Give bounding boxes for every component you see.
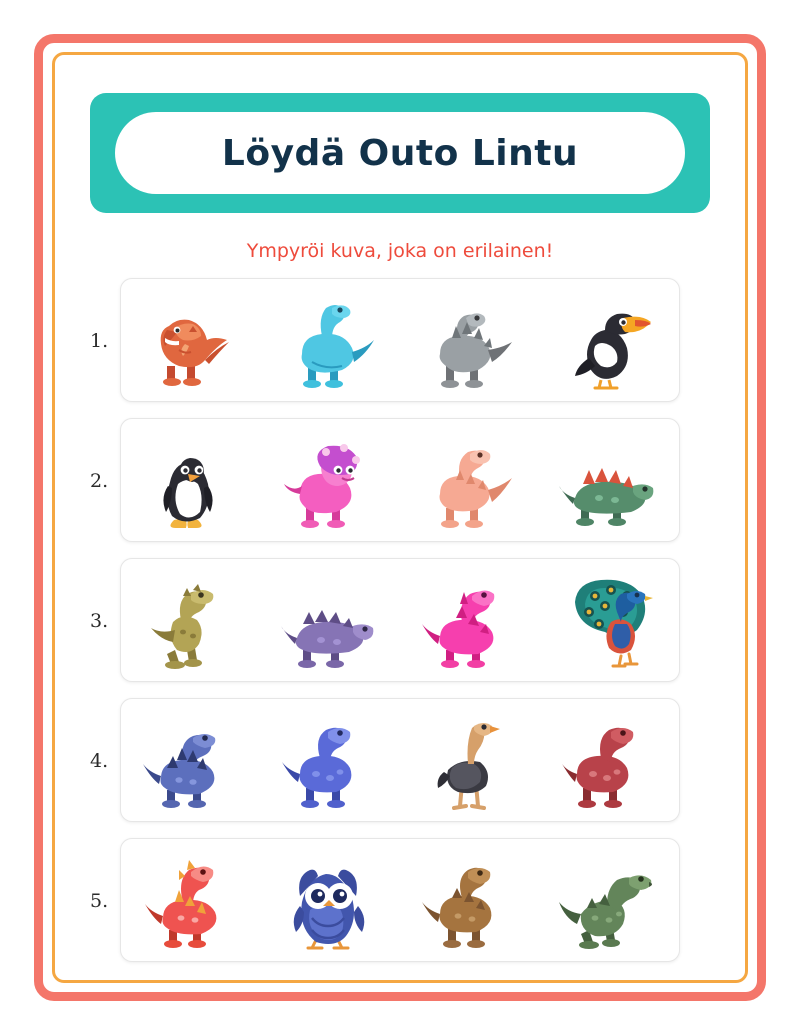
row-number: 5. (90, 890, 109, 912)
choice-stegosaurus-grey[interactable] (410, 288, 530, 392)
row-number: 3. (90, 610, 109, 632)
row-number: 4. (90, 750, 109, 772)
choice-t-rex[interactable] (131, 288, 251, 392)
choice-sauropod-blue[interactable] (270, 708, 390, 812)
choice-stegosaurus-purple[interactable] (270, 568, 390, 672)
row-choices (120, 558, 680, 682)
choice-dino-red[interactable] (131, 848, 251, 952)
choice-triceratops-pink[interactable] (270, 428, 390, 532)
choice-toucan[interactable] (549, 288, 669, 392)
choice-sauropod-pink[interactable] (410, 428, 530, 532)
choice-stegosaurus-blue[interactable] (131, 708, 251, 812)
worksheet-content (60, 60, 740, 975)
row-number: 2. (90, 470, 109, 492)
row-choices (120, 838, 680, 962)
question-row (60, 698, 740, 826)
question-row (60, 278, 740, 406)
page-title: Löydä Outo Lintu (221, 132, 579, 174)
choice-peacock[interactable] (549, 568, 669, 672)
choice-ostrich[interactable] (410, 708, 530, 812)
row-choices (120, 418, 680, 542)
choice-stegosaurus-green[interactable] (549, 428, 669, 532)
choice-sauropod-red[interactable] (549, 708, 669, 812)
question-row (60, 558, 740, 686)
question-row (60, 418, 740, 546)
choice-owl[interactable] (270, 848, 390, 952)
choice-brachiosaurus[interactable] (270, 288, 390, 392)
row-choices (120, 698, 680, 822)
choice-raptor-green[interactable] (549, 848, 669, 952)
instructions-text: Ympyröi kuva, joka on erilainen! (246, 240, 554, 262)
choice-sauropod-brown[interactable] (410, 848, 530, 952)
row-number: 1. (90, 330, 109, 352)
choice-penguin[interactable] (131, 428, 251, 532)
question-row (60, 838, 740, 966)
title-banner (90, 93, 710, 213)
question-list (60, 278, 740, 978)
choice-raptor-olive[interactable] (131, 568, 251, 672)
row-choices (120, 278, 680, 402)
title-pill (115, 112, 685, 194)
choice-stegosaurus-magenta[interactable] (410, 568, 530, 672)
